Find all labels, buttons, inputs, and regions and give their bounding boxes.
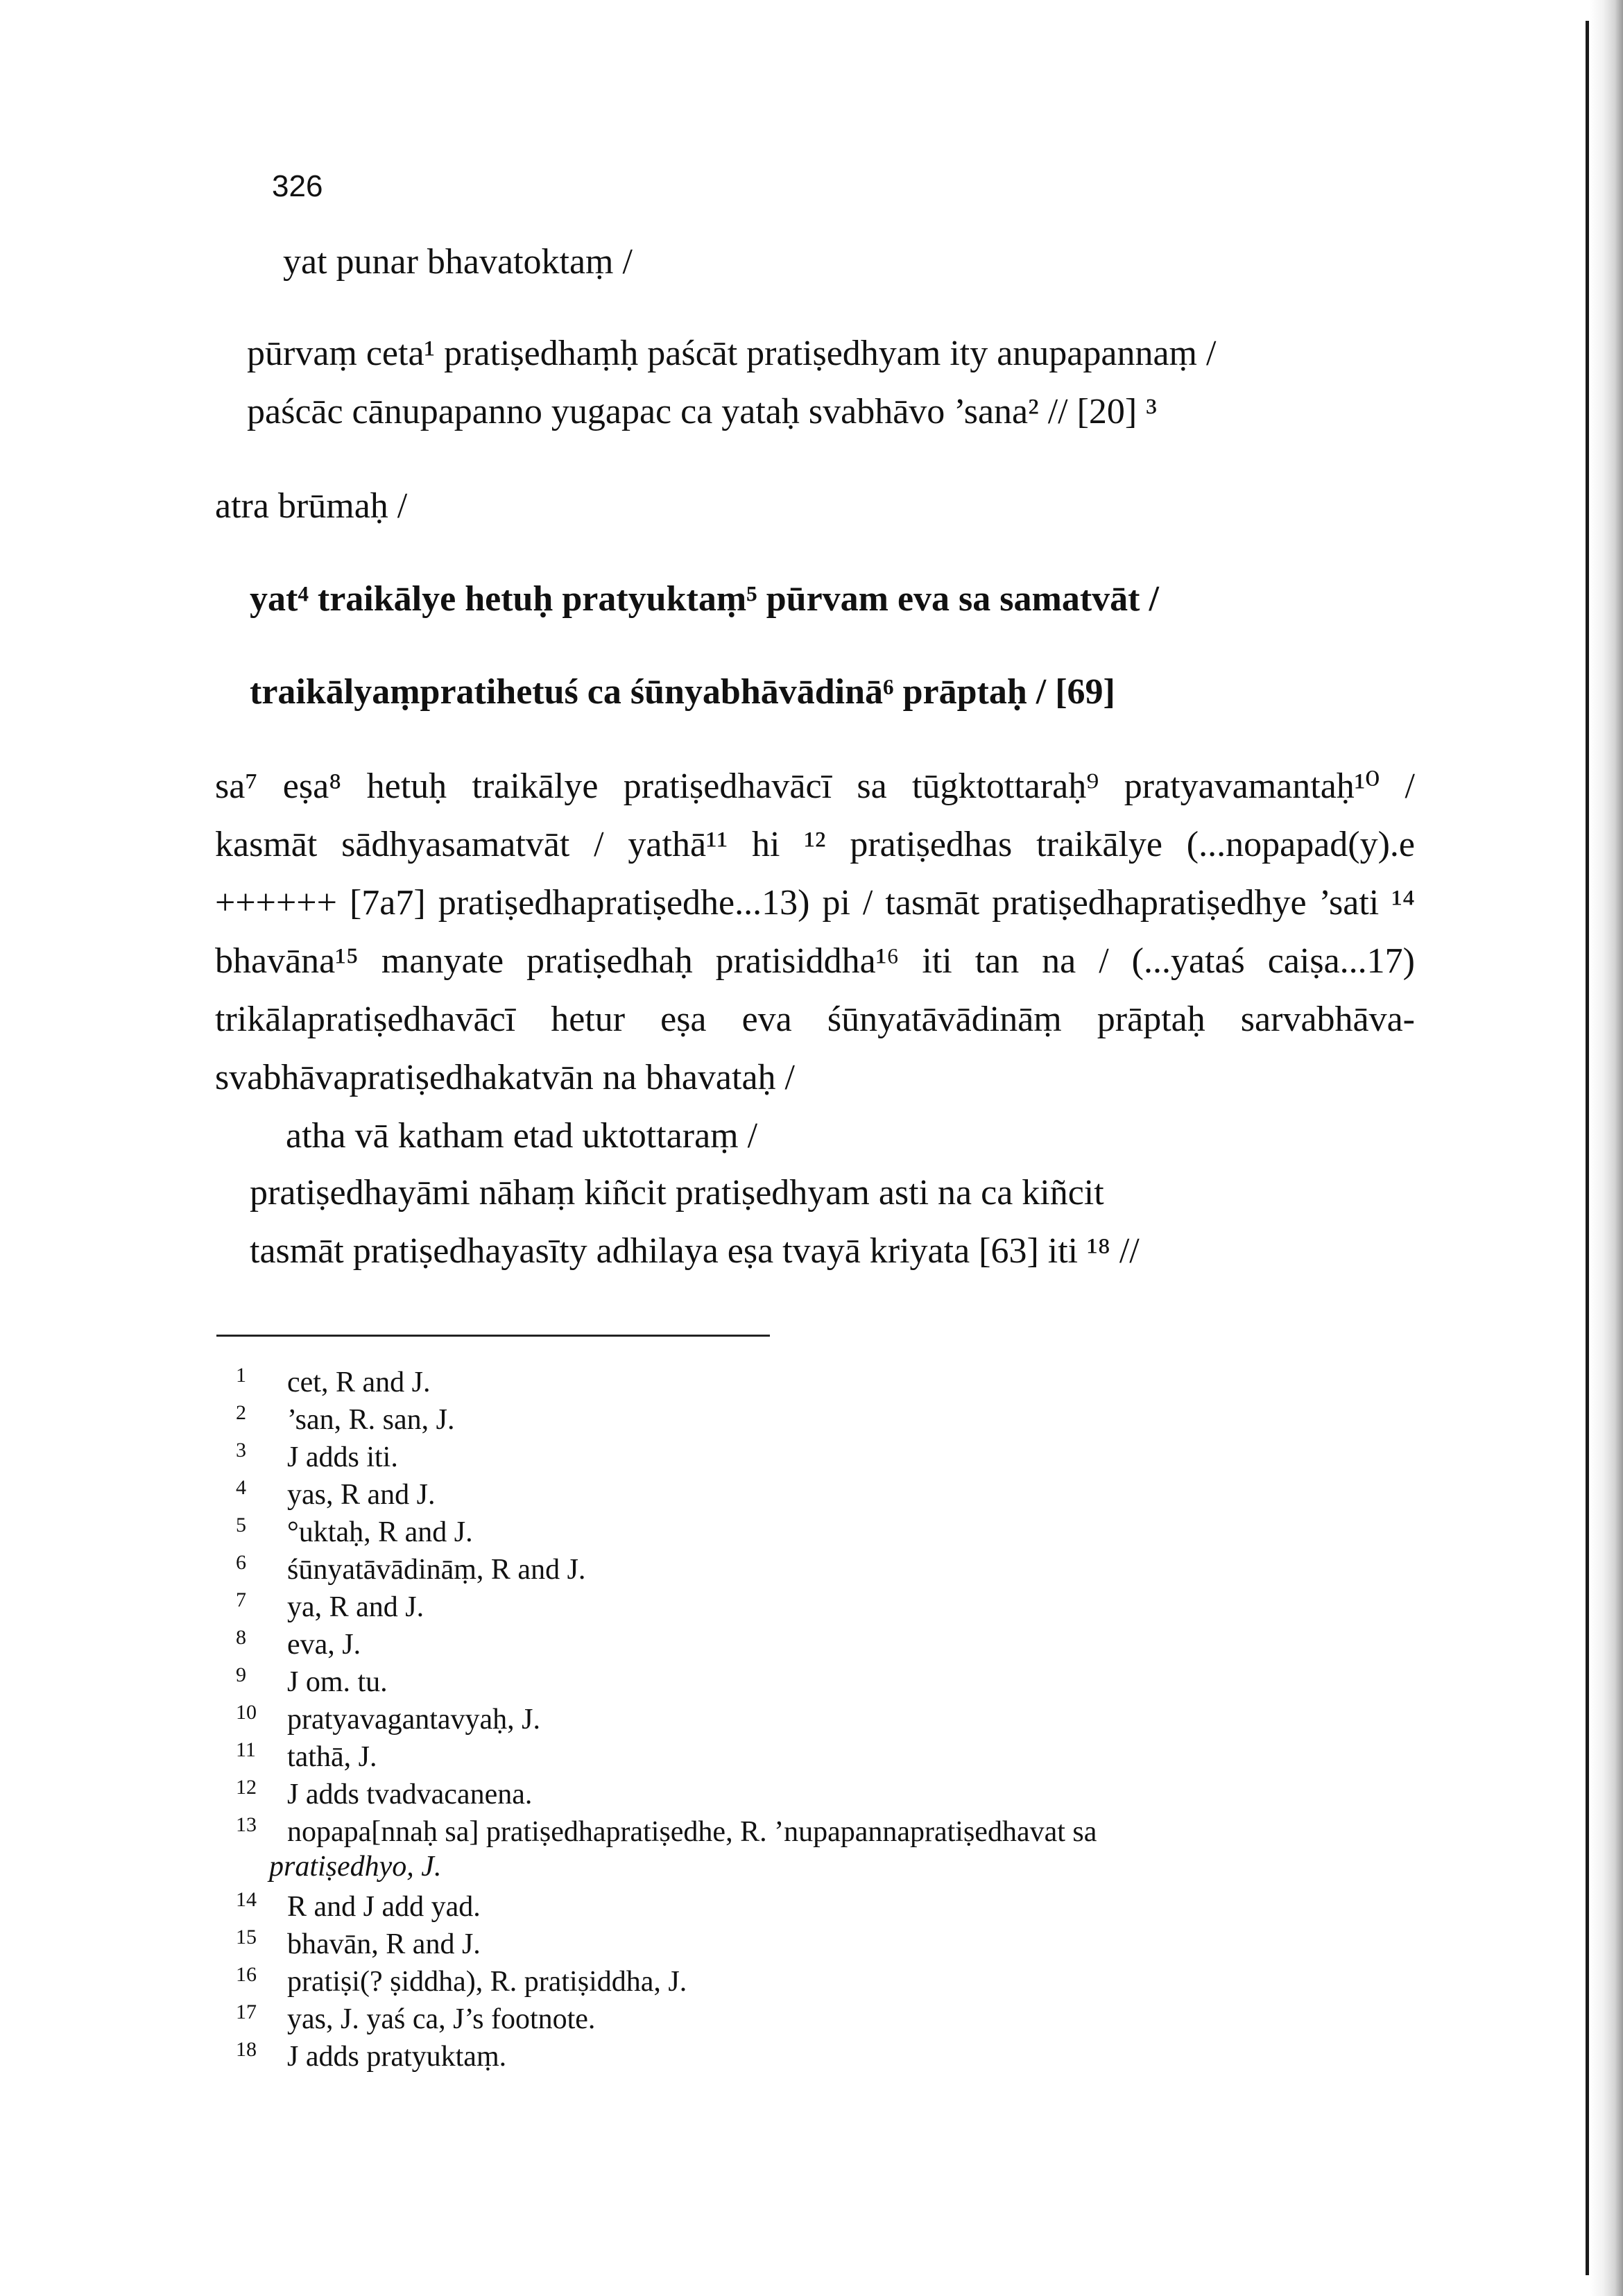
verse-line-3: pratiṣedhayāmi nāhaṃ kiñcit pratiṣedhyam asti na ca kiñcit — [250, 1173, 1104, 1213]
text-line-10: bhavāna¹⁵ manyate pratiṣedhaḥ pratisiddha¹⁶ iti tan na / (...yataś caiṣa...17) — [215, 941, 1415, 981]
text-line-2: pūrvaṃ ceta¹ pratiṣedhaṃḥ paścāt pratiṣedhyam ity anupapannaṃ / — [247, 334, 1217, 373]
footnote-18: 18 J adds pratyuktaṃ. — [236, 2038, 507, 2073]
scan-margin-line — [1586, 21, 1589, 2275]
footnote-9: 9 J om. tu. — [236, 1663, 388, 1698]
footnote-16: 16 pratiṣi(? ṣiddha), R. pratiṣiddha, J. — [236, 1963, 687, 1998]
scan-edge-shadow — [1590, 0, 1623, 2296]
footnote-rule — [216, 1335, 770, 1337]
footnote-2: 2 ’san, R. san, J. — [236, 1401, 455, 1436]
text-line-11: trikālapratiṣedhavācī hetur eṣa eva śūnyatāvādināṃ prāptaḥ sarvabhāva- — [215, 1000, 1415, 1039]
footnote-17: 17 yas, J. yaś ca, J’s footnote. — [236, 2001, 596, 2035]
text-line-13: atha vā katham etad uktottaraṃ / — [286, 1116, 758, 1156]
footnote-4: 4 yas, R and J. — [236, 1476, 436, 1511]
text-line-9: ++++++ [7a7] pratiṣedhapratiṣedhe...13) pi / tasmāt pratiṣedhapratiṣedhye ’sati ¹⁴ — [215, 883, 1415, 923]
footnote-7: 7 ya, R and J. — [236, 1588, 424, 1623]
footnote-15: 15 bhavān, R and J. — [236, 1926, 481, 1960]
verse-line-4: tasmāt pratiṣedhayasīty adhilaya eṣa tvayā kriyata [63] iti ¹⁸ // — [250, 1231, 1140, 1271]
footnote-3: 3 J adds iti. — [236, 1439, 398, 1473]
page-number: 326 — [272, 169, 323, 203]
footnote-8: 8 eva, J. — [236, 1626, 361, 1661]
text-line-7: sa⁷ eṣa⁸ hetuḥ traikālye pratiṣedhavācī sa tūgktottaraḥ⁹ pratyavamantaḥ¹⁰ / — [215, 766, 1415, 806]
footnote-14: 14 R and J add yad. — [236, 1888, 481, 1923]
verse-line-2: traikālyaṃpratihetuś ca śūnyabhāvādinā⁶ prāptaḥ / [69] — [250, 672, 1115, 712]
footnote-10: 10 pratyavagantavyaḥ, J. — [236, 1701, 541, 1736]
footnote-11: 11 tathā, J. — [236, 1738, 377, 1773]
footnote-5: 5 °uktaḥ, R and J. — [236, 1514, 473, 1548]
text-line-1: yat punar bhavatoktaṃ / — [283, 242, 633, 282]
footnote-13: 13 nopapa[nnaḥ sa] pratiṣedhapratiṣedhe, R. ’nupapannapratiṣedhavat sa — [236, 1813, 1097, 1848]
text-line-8: kasmāt sādhyasamatvāt / yathā¹¹ hi ¹² pratiṣedhas traikālye (...nopapad(y).e — [215, 825, 1415, 864]
verse-line-1: yat⁴ traikālye hetuḥ pratyuktaṃ⁵ pūrvam eva sa samatvāt / — [250, 579, 1159, 619]
text-line-4: atra brūmaḥ / — [215, 486, 408, 526]
footnote-1: 1 cet, R and J. — [236, 1364, 431, 1398]
text-line-3: paścāc cānupapanno yugapac ca yataḥ svabhāvo ’sana² // [20] ³ — [247, 392, 1157, 431]
footnote-13-continuation: pratiṣedhyo, J. — [269, 1851, 442, 1883]
footnote-12: 12 J adds tvadvacanena. — [236, 1776, 533, 1810]
text-line-12: svabhāvapratiṣedhakatvān na bhavataḥ / — [215, 1058, 795, 1097]
footnote-6: 6 śūnyatāvādināṃ, R and J. — [236, 1551, 586, 1586]
